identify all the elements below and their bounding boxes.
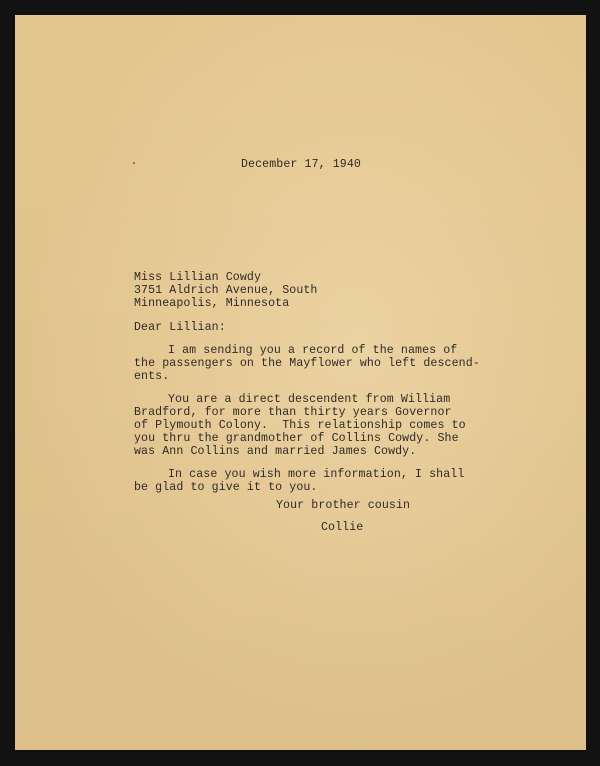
recipient-street: 3751 Aldrich Avenue, South xyxy=(134,284,318,297)
recipient-name: Miss Lillian Cowdy xyxy=(134,271,262,284)
paragraph-2-line: of Plymouth Colony. This relationship comes to xyxy=(134,419,466,432)
paragraph-3-line: In case you wish more information, I shall xyxy=(168,468,465,481)
paragraph-2-line: You are a direct descendent from William xyxy=(168,393,451,406)
letter-date: December 17, 1940 xyxy=(241,158,361,171)
punch-mark xyxy=(133,162,135,164)
paragraph-2-line: was Ann Collins and married James Cowdy. xyxy=(134,445,417,458)
signature: Collie xyxy=(321,521,364,534)
paragraph-1-line: ents. xyxy=(134,370,170,383)
recipient-city: Minneapolis, Minnesota xyxy=(134,297,290,310)
letter-page xyxy=(15,15,586,750)
salutation: Dear Lillian: xyxy=(134,321,226,334)
paragraph-1-line: I am sending you a record of the names of xyxy=(168,344,458,357)
paragraph-2-line: you thru the grandmother of Collins Cowdy. She xyxy=(134,432,459,445)
paragraph-3-line: be glad to give it to you. xyxy=(134,481,318,494)
paragraph-2-line: Bradford, for more than thirty years Governor xyxy=(134,406,452,419)
closing: Your brother cousin xyxy=(276,499,411,512)
paragraph-1-line: the passengers on the Mayflower who left descend- xyxy=(134,357,480,370)
